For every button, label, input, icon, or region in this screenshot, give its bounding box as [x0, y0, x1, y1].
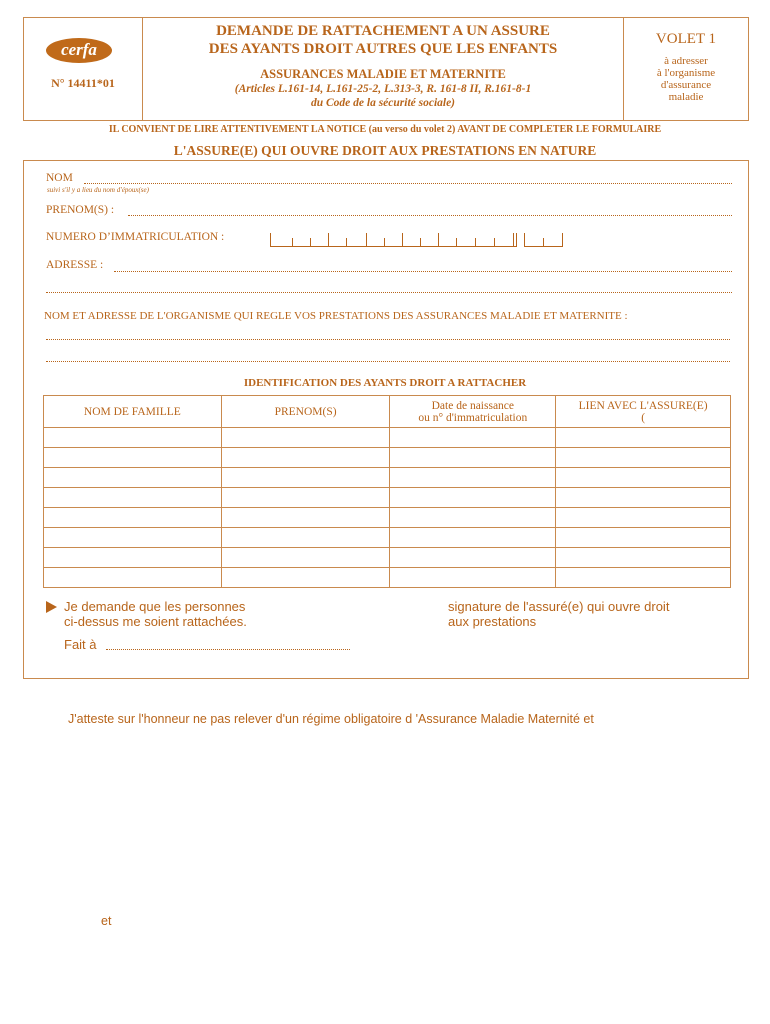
header-left-box: [23, 17, 143, 121]
prenom-input-line[interactable]: [128, 215, 732, 216]
organisme-label: NOM ET ADRESSE DE L'ORGANISME QUI REGLE VOS PRESTATIONS DES ASSURANCES MALADIE ET MATERNITE :: [44, 310, 628, 322]
prenom-label: PRENOM(S) :: [46, 204, 115, 216]
signature-line1: signature de l'assuré(e) qui ouvre droit: [448, 599, 670, 614]
section-title: L'ASSURE(E) QUI OUVRE DROIT AUX PRESTATIONS EN NATURE: [173, 143, 597, 158]
adresse-input-line2[interactable]: [46, 292, 732, 293]
volet-line4: maladie: [668, 91, 704, 103]
cerfa-logo: cerfa: [46, 38, 112, 63]
table-cell[interactable]: [556, 528, 731, 548]
table-row: [44, 528, 731, 548]
immatriculation-label: NUMERO D’IMMATRICULATION :: [46, 231, 225, 243]
col-header-nom: NOM DE FAMILLE: [44, 396, 222, 428]
adresse-label: ADRESSE :: [46, 259, 104, 271]
table-cell[interactable]: [390, 428, 556, 448]
immatriculation-input[interactable]: [270, 233, 564, 247]
table-row: [44, 468, 731, 488]
attestation-text: J'atteste sur l'honneur ne pas relever d'un régime obligatoire d 'Assurance Maladie Maternité et: [68, 712, 594, 726]
triangle-right-icon: [46, 601, 58, 613]
table-cell[interactable]: [44, 428, 222, 448]
col-header-prenom: PRENOM(S): [221, 396, 390, 428]
nom-input-line[interactable]: [84, 183, 732, 184]
table-cell[interactable]: [390, 548, 556, 568]
form-subtitle: ASSURANCES MALADIE ET MATERNITE: [260, 67, 506, 81]
table-cell[interactable]: [390, 568, 556, 588]
volet-line2: à l'organisme: [656, 67, 716, 79]
table-row: [44, 508, 731, 528]
col-header-lien: LIEN AVEC L'ASSURE(E) (: [556, 396, 731, 428]
table-cell[interactable]: [221, 468, 390, 488]
table-cell[interactable]: [390, 448, 556, 468]
footer-et: et: [101, 914, 112, 928]
notice-text: IL CONVIENT DE LIRE ATTENTIVEMENT LA NOTICE (au verso du volet 2) AVANT DE COMPLETER LE FORMULAIRE: [108, 124, 662, 135]
col-header-date: Date de naissance ou n° d'immatriculation: [390, 396, 556, 428]
volet-title: VOLET 1: [655, 31, 717, 47]
table-cell[interactable]: [44, 508, 222, 528]
table-row: [44, 548, 731, 568]
table-cell[interactable]: [221, 528, 390, 548]
table-cell[interactable]: [221, 448, 390, 468]
request-line2: ci-dessus me soient rattachées.: [64, 614, 247, 629]
nom-note: suivi s'il y a lieu du nom d'époux(se): [47, 186, 149, 194]
adresse-input-line1[interactable]: [114, 271, 732, 272]
table-cell[interactable]: [44, 448, 222, 468]
table-cell[interactable]: [556, 428, 731, 448]
table-row: [44, 488, 731, 508]
form-code-reference: du Code de la sécurité sociale): [310, 97, 456, 109]
table-cell[interactable]: [556, 568, 731, 588]
table-cell[interactable]: [221, 548, 390, 568]
organisme-input-line2[interactable]: [46, 361, 730, 362]
form-number: N° 14411*01: [51, 76, 115, 90]
ayants-droit-table: [43, 395, 731, 588]
form-title-line2: DES AYANTS DROIT AUTRES QUE LES ENFANTS: [208, 41, 558, 57]
form-articles: (Articles L.161-14, L.161-25-2, L.313-3, R. 161-8 II, R.161-8-1: [234, 83, 532, 95]
table-cell[interactable]: [390, 488, 556, 508]
form-title-line1: DEMANDE DE RATTACHEMENT A UN ASSURE: [216, 23, 550, 39]
fait-a-label: Fait à: [64, 637, 97, 652]
table-cell[interactable]: [556, 448, 731, 468]
volet-line3: d'assurance: [660, 79, 712, 91]
organisme-input-line1[interactable]: [46, 339, 730, 340]
table-cell[interactable]: [44, 468, 222, 488]
signature-line2: aux prestations: [448, 614, 537, 629]
table-cell[interactable]: [556, 508, 731, 528]
fait-a-input-line[interactable]: [106, 649, 350, 650]
table-cell[interactable]: [221, 488, 390, 508]
table-cell[interactable]: [44, 548, 222, 568]
ayants-droit-table-title: IDENTIFICATION DES AYANTS DROIT A RATTACHER: [243, 377, 527, 389]
table-cell[interactable]: [44, 528, 222, 548]
table-cell[interactable]: [221, 568, 390, 588]
table-cell[interactable]: [44, 568, 222, 588]
table-row: [44, 448, 731, 468]
volet-line1: à adresser: [664, 55, 708, 67]
table-row: [44, 568, 731, 588]
table-cell[interactable]: [556, 548, 731, 568]
request-line1: Je demande que les personnes: [64, 599, 246, 614]
table-cell[interactable]: [390, 508, 556, 528]
table-cell[interactable]: [390, 468, 556, 488]
table-cell[interactable]: [221, 508, 390, 528]
table-cell[interactable]: [556, 468, 731, 488]
table-cell[interactable]: [44, 488, 222, 508]
table-cell[interactable]: [221, 428, 390, 448]
table-cell[interactable]: [556, 488, 731, 508]
table-cell[interactable]: [390, 528, 556, 548]
nom-label: NOM: [46, 172, 73, 184]
table-row: [44, 428, 731, 448]
